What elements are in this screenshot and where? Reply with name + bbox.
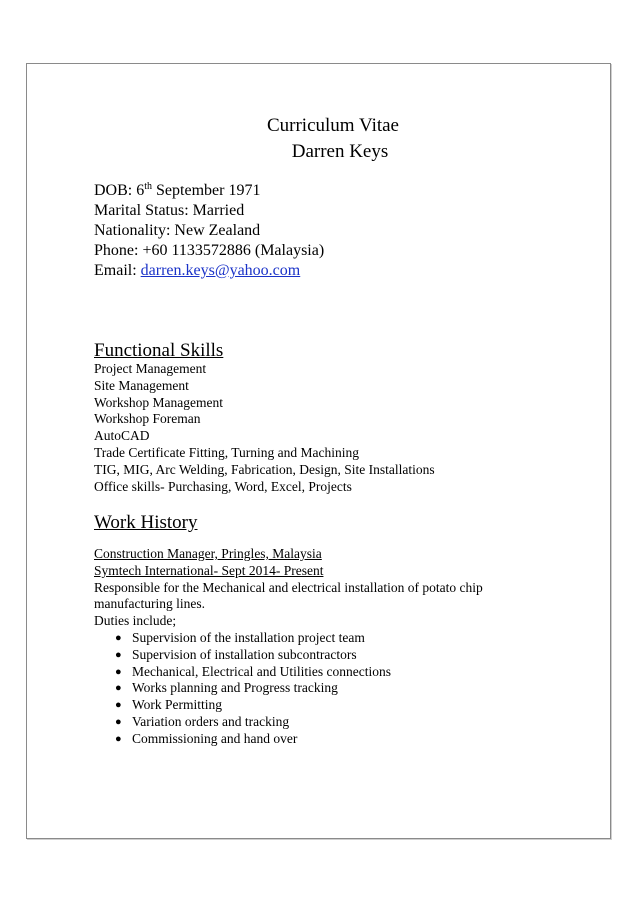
bullet-icon: ● xyxy=(115,631,122,644)
functional-skills-heading: Functional Skills xyxy=(94,340,224,361)
job-description: Responsible for the Mechanical and electrical installation of potato chip manufacturing lines. xyxy=(94,579,483,612)
document-title: Curriculum Vitae xyxy=(266,115,399,136)
list-item xyxy=(94,630,534,647)
job-role: Construction Manager, Pringles, Malaysia xyxy=(94,546,322,561)
skill-item: Site Management xyxy=(94,377,189,393)
duties-list xyxy=(94,630,534,748)
bullet-icon: ● xyxy=(115,732,122,745)
work-entry xyxy=(94,546,534,748)
bullet-icon: ● xyxy=(115,715,122,728)
dob-label: DOB: 6 xyxy=(94,182,145,199)
email-label: Email: xyxy=(94,262,141,279)
bullet-icon: ● xyxy=(115,682,122,695)
bullet-icon: ● xyxy=(115,648,122,661)
personal-details xyxy=(94,181,324,281)
candidate-name: Darren Keys xyxy=(291,141,389,162)
skill-item: AutoCAD xyxy=(94,428,150,444)
skill-item: Trade Certificate Fitting, Turning and Machining xyxy=(94,444,359,460)
duty-text: Supervision of the installation project team xyxy=(132,629,365,645)
skills-list xyxy=(94,361,435,495)
duty-text: Work Permitting xyxy=(132,697,223,713)
skill-item: Office skills- Purchasing, Word, Excel, Projects xyxy=(94,478,352,494)
duty-text: Works planning and Progress tracking xyxy=(132,680,338,696)
skill-item: Workshop Foreman xyxy=(94,411,201,427)
list-item xyxy=(94,664,534,681)
bullet-icon: ● xyxy=(115,699,122,712)
marital-status: Marital Status: Married xyxy=(94,202,245,219)
skill-item: Workshop Management xyxy=(94,394,224,410)
email-line xyxy=(94,261,324,281)
job-company: Symtech International- Sept 2014- Present xyxy=(94,562,324,578)
list-item xyxy=(94,680,534,697)
skill-item: TIG, MIG, Arc Welding, Fabrication, Design, Site Installations xyxy=(94,461,435,477)
email-link[interactable]: darren.keys@yahoo.com xyxy=(140,262,301,279)
duty-text: Supervision of installation subcontractors xyxy=(132,646,357,662)
phone: Phone: +60 1133572886 (Malaysia) xyxy=(94,242,325,259)
duty-text: Variation orders and tracking xyxy=(132,713,290,729)
nationality: Nationality: New Zealand xyxy=(94,222,261,239)
work-history-heading: Work History xyxy=(94,512,198,533)
duty-text: Commissioning and hand over xyxy=(132,730,298,746)
list-item xyxy=(94,731,534,748)
skill-item: Project Management xyxy=(94,361,207,376)
bullet-icon: ● xyxy=(115,665,122,678)
dob-line xyxy=(94,181,324,201)
list-item xyxy=(94,697,534,714)
duties-label: Duties include; xyxy=(94,613,177,629)
list-item xyxy=(94,714,534,731)
list-item xyxy=(94,647,534,664)
duty-text: Mechanical, Electrical and Utilities connections xyxy=(132,663,392,679)
dob-date: September 1971 xyxy=(152,182,261,199)
dob-ordinal: th xyxy=(144,181,153,192)
